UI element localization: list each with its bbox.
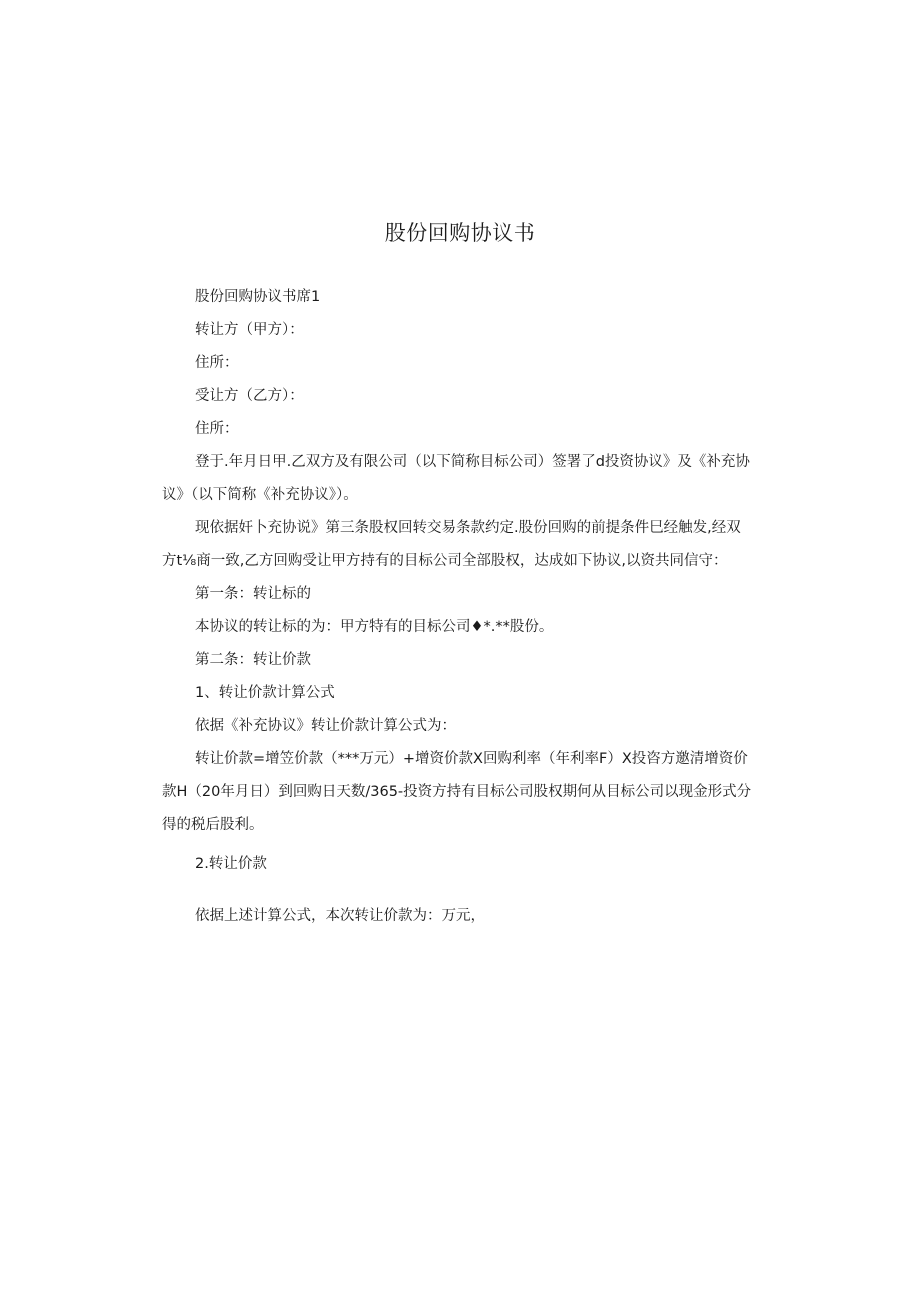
transferee-line: 受让方（乙方）： [195,388,304,404]
formula-paragraph: 转让价款=增笠价款（***万元）+增资价款X回购利率（年利率F）X投咨方邀清增资价款H（20年月日）到回购日天数/365-投资方持有目标公司股权期何从目标公司以现金形式分得的税后股利。 [162,751,752,833]
transferee-address-line: 住所： [195,421,239,437]
formula-intro: 依据《补充协议》转让价款计算公式为： [195,718,456,734]
article-2-heading: 第二条：转让价款 [195,652,311,668]
transferor-line: 转让方（甲方）： [195,322,304,338]
formula-heading: 1、转让价款计算公式 [195,685,335,701]
subtitle-line: 股份回购协议书席1 [195,289,321,305]
article-1-body: 本协议的转让标的为：甲方特有的目标公司♦*.**股份。 [195,619,554,635]
transferor-address-line: 住所： [195,355,239,371]
background-paragraph: 登于.年月日甲.乙双方及有限公司（以下简称目标公司）签署了d投资协议》及《补充协议》（以下简称《补充协议》）。 [162,454,750,503]
agreement-basis-paragraph: 现依据奸卜充协说》第三条股权回转交易条款约定.股份回购的前提条件巳经触发,经双方t⅛商一致,乙方回购受让甲方持有的目标公司全部股权，达成如下协议,以资共同信守： [162,520,741,569]
price-paragraph: 依据上述计算公式，本次转让价款为：万元， [195,908,485,924]
article-1-heading: 第一条：转让标的 [195,586,311,602]
document-title: 股份回购协议书 [384,221,536,245]
document-body [162,281,754,933]
price-heading: 2.转让价款 [195,856,267,872]
